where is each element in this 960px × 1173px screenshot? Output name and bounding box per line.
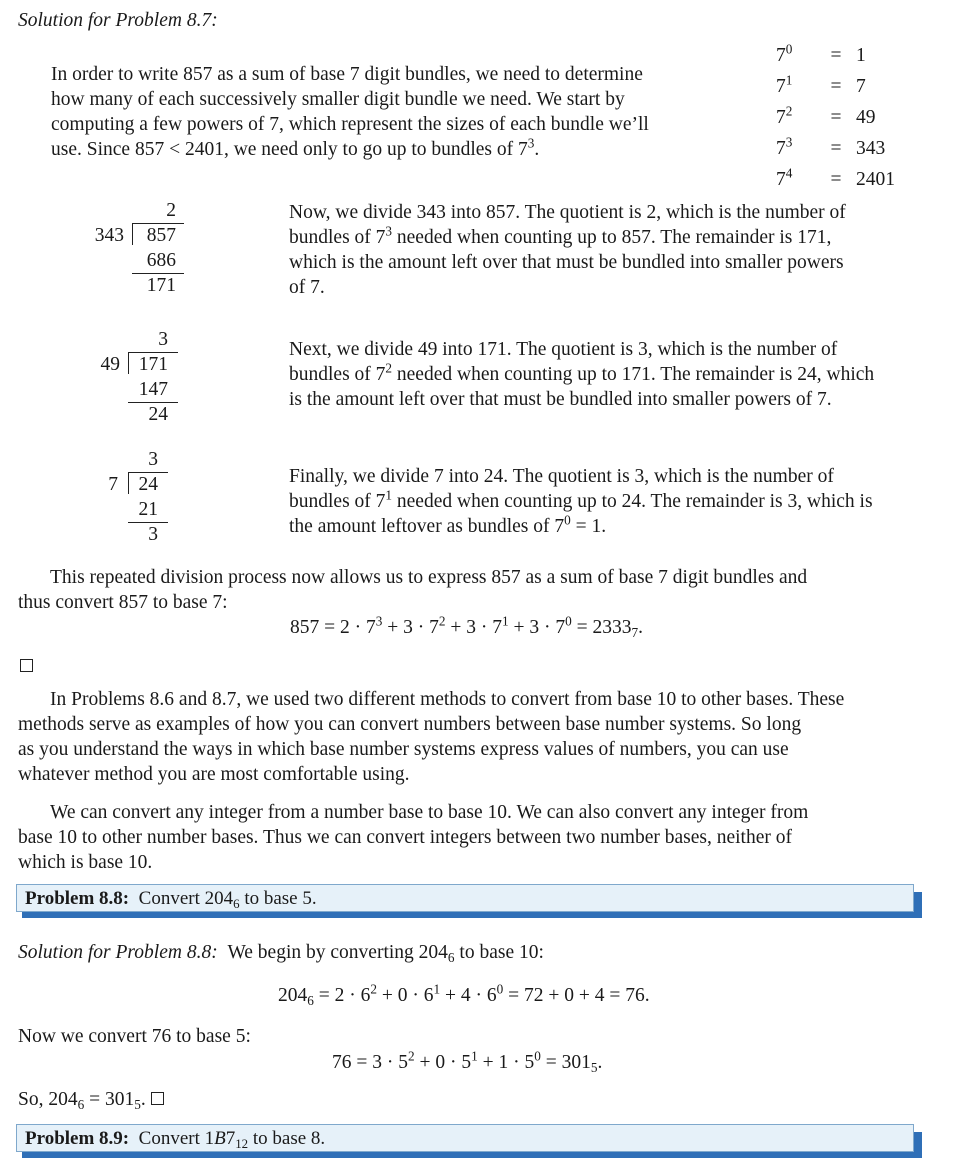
division-bracket-side (132, 223, 133, 245)
discussion-line: We can convert any integer from a number base to base 10. We can also convert any integer from (50, 802, 809, 823)
step-1-text (289, 200, 953, 300)
powers-of-seven-table (776, 40, 916, 195)
problem-8-8-box (16, 884, 922, 918)
product: 147 (138, 379, 168, 400)
remainder: 24 (148, 404, 168, 425)
power-row: $7^2$ = 49 (776, 103, 876, 128)
power-row: $7^0$ = 1 (776, 41, 866, 66)
base10-equation: $204_6 = 2 \cdot 6^2 + 0 \cdot 6^1 + 4 \cdot 6^0 = 72 + 0 + 4 = 76$. (278, 981, 650, 1008)
long-division-2 (80, 327, 190, 427)
summary-paragraph (18, 565, 952, 615)
quotient: 2 (166, 200, 176, 221)
problem-8-8-statement: Problem 8.8: Convert $204_6$ to base 5. (16, 884, 914, 912)
division-bracket-side (128, 472, 129, 494)
problem-8-9-statement: Problem 8.9: Convert $1B7_{12}$ to base 8. (16, 1124, 914, 1152)
step-line: Next, we divide 49 into 171. The quotient is 3, which is the number of (289, 339, 838, 360)
summary-line: thus convert 857 to base 7: (18, 592, 228, 613)
step-line: is the amount left over that must be bundled into smaller powers of 7. (289, 389, 832, 410)
base5-equation: $76 = 3 \cdot 5^2 + 0 \cdot 5^1 + 1 \cdot 5^0 = 301_5$. (332, 1048, 603, 1075)
base7-equation: $857 = 2 \cdot 7^3 + 3 \cdot 7^2 + 3 \cdot 7^1 + 3 \cdot 7^0 = 2333_7$. (290, 613, 643, 640)
solution-8-8-intro: Solution for Problem 8.8: We begin by converting $204_6$ to base 10: (18, 942, 544, 965)
remainder: 3 (148, 524, 158, 545)
quotient: 3 (148, 449, 158, 470)
convert-76-text: Now we convert 76 to base 5: (18, 1026, 251, 1047)
product: 686 (146, 250, 176, 271)
intro-line: computing a few powers of 7, which represent the sizes of each bundle we’ll (51, 114, 649, 135)
power-row: $7^1$ = 7 (776, 72, 866, 97)
step-line: bundles of $7^1$ needed when counting up to 24. The remainder is 3, which is (289, 487, 873, 512)
power-row: $7^4$ = 2401 (776, 165, 895, 190)
solution-8-7-intro (51, 62, 721, 162)
quotient: 3 (158, 329, 168, 350)
discussion-paragraph-1 (18, 687, 932, 787)
intro-line: how many of each successively smaller digit bundle we need. We start by (51, 89, 625, 110)
divisor: 7 (108, 474, 118, 495)
discussion-line: which is base 10. (18, 852, 153, 873)
qed-icon (20, 654, 33, 679)
remainder: 171 (146, 275, 176, 296)
discussion-line: base 10 to other number bases. Thus we can convert integers between two number bases, neither of (18, 827, 792, 848)
dividend: 24 (138, 474, 158, 495)
summary-line: This repeated division process now allows us to express 857 as a sum of base 7 digit bundles and (50, 567, 808, 588)
qed-icon (151, 1092, 164, 1105)
divisor: 49 (100, 354, 120, 375)
product: 21 (138, 499, 158, 520)
step-line: of 7. (289, 277, 325, 298)
step-3-text (289, 464, 953, 539)
dividend: 171 (138, 354, 168, 375)
discussion-line: whatever method you are most comfortable using. (18, 764, 410, 785)
dividend: 857 (146, 225, 176, 246)
step-line: bundles of $7^2$ needed when counting up to 171. The remainder is 24, which (289, 360, 875, 385)
intro-line: In order to write 857 as a sum of base 7 digit bundles, we need to determine (51, 64, 643, 85)
problem-8-9-box (16, 1124, 922, 1158)
discussion-line: methods serve as examples of how you can convert numbers between base number systems. So long (18, 714, 802, 735)
discussion-line: In Problems 8.6 and 8.7, we used two different methods to convert from base 10 to other bases. These (50, 689, 845, 710)
step-line: Now, we divide 343 into 857. The quotient is 2, which is the number of (289, 202, 846, 223)
step-2-text (289, 337, 953, 412)
discussion-line: as you understand the ways in which base number systems express values of numbers, you can use (18, 739, 789, 760)
long-division-3 (80, 447, 190, 547)
division-bracket-side (128, 352, 129, 374)
solution-8-8-heading: Solution for Problem 8.8: (18, 942, 218, 963)
discussion-paragraph-2 (18, 800, 932, 875)
power-row: $7^3$ = 343 (776, 134, 886, 159)
long-division-1 (80, 198, 190, 298)
solution-8-7-heading: Solution for Problem 8.7: (18, 10, 218, 31)
divisor: 343 (94, 225, 124, 246)
step-line: which is the amount left over that must be bundled into smaller powers (289, 252, 844, 273)
conclusion-8-8: So, $204_6 = 301_5$. (18, 1087, 164, 1112)
step-line: the amount leftover as bundles of $7^0 = 1$. (289, 512, 607, 537)
step-line: Finally, we divide 7 into 24. The quotient is 3, which is the number of (289, 466, 834, 487)
step-line: bundles of $7^3$ needed when counting up to 857. The remainder is 171, (289, 223, 832, 248)
intro-line: use. Since 857 < 2401, we need only to go up to bundles of $7^3$. (51, 135, 540, 160)
